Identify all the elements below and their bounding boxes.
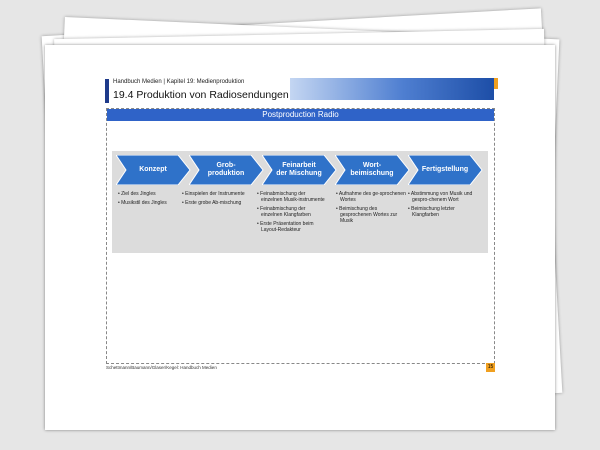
stage-column-0 — [118, 191, 188, 209]
stage-bullet: • Einspielen der Instrumente — [182, 191, 245, 197]
breadcrumb: Handbuch Medien | Kapitel 19: Medienproduktion — [113, 79, 245, 85]
stage-bullet: • Ziel des Jingles — [118, 191, 156, 197]
stage-arrow-3 — [335, 155, 411, 185]
page-title: 19.4 Produktion von Radiosendungen — [113, 89, 289, 101]
header-accent-bar — [105, 79, 109, 103]
stage-label: Feinarbeit der Mischung — [276, 162, 322, 177]
process-arrow-row — [112, 155, 488, 185]
process-diagram — [112, 151, 488, 253]
stage-arrow-0 — [116, 155, 192, 185]
slide-page — [45, 45, 555, 430]
stage-bullet: • Beimischung letzter Klangfarben — [408, 206, 455, 218]
stage-arrow-4 — [408, 155, 484, 185]
title-band-accent — [494, 78, 498, 89]
diagram-heading: Postproduction Radio — [107, 109, 494, 121]
stage-bullet: • Abstimmung von Musik und gespro-chenem Wort — [408, 191, 473, 203]
stage-bullet: • Beimischung des gesprochenen Wortes zur Musik — [336, 206, 398, 224]
stage-label: Konzept — [139, 166, 167, 173]
stage-bullet: • Musikstil des Jingles — [118, 200, 167, 206]
stage-bullet: • Aufnahme des ge-sprochenen Wortes — [336, 191, 406, 203]
stage-column-1 — [182, 191, 252, 209]
stage-column-4 — [408, 191, 478, 221]
stage-arrow-1 — [189, 155, 265, 185]
page-number-badge: 15 — [487, 364, 494, 370]
stage-column-2 — [257, 191, 327, 236]
content-frame — [106, 108, 495, 364]
stage-label: Fertigstellung — [421, 166, 469, 173]
footer-citation: Schettmann/Baumann/Glaser/Kegel: Handbuch Medien — [106, 365, 217, 370]
stage-label: Grob- produktion — [207, 162, 245, 177]
stage-bullet: • Erste grobe Ab-mischung — [182, 200, 242, 206]
title-gradient-band — [290, 78, 494, 100]
stage-bullet: • Erste Präsentation beim Layout-Redakteur — [257, 221, 314, 233]
stage-column-3 — [336, 191, 406, 227]
stage-arrow-2 — [262, 155, 338, 185]
stage-bullet: • Feinabmischung der einzelnen Klangfarben — [257, 206, 311, 218]
stage-bullet: • Feinabmischung der einzelnen Musik-instrumente — [257, 191, 325, 203]
stage-label: Wort- beimischung — [350, 162, 394, 177]
